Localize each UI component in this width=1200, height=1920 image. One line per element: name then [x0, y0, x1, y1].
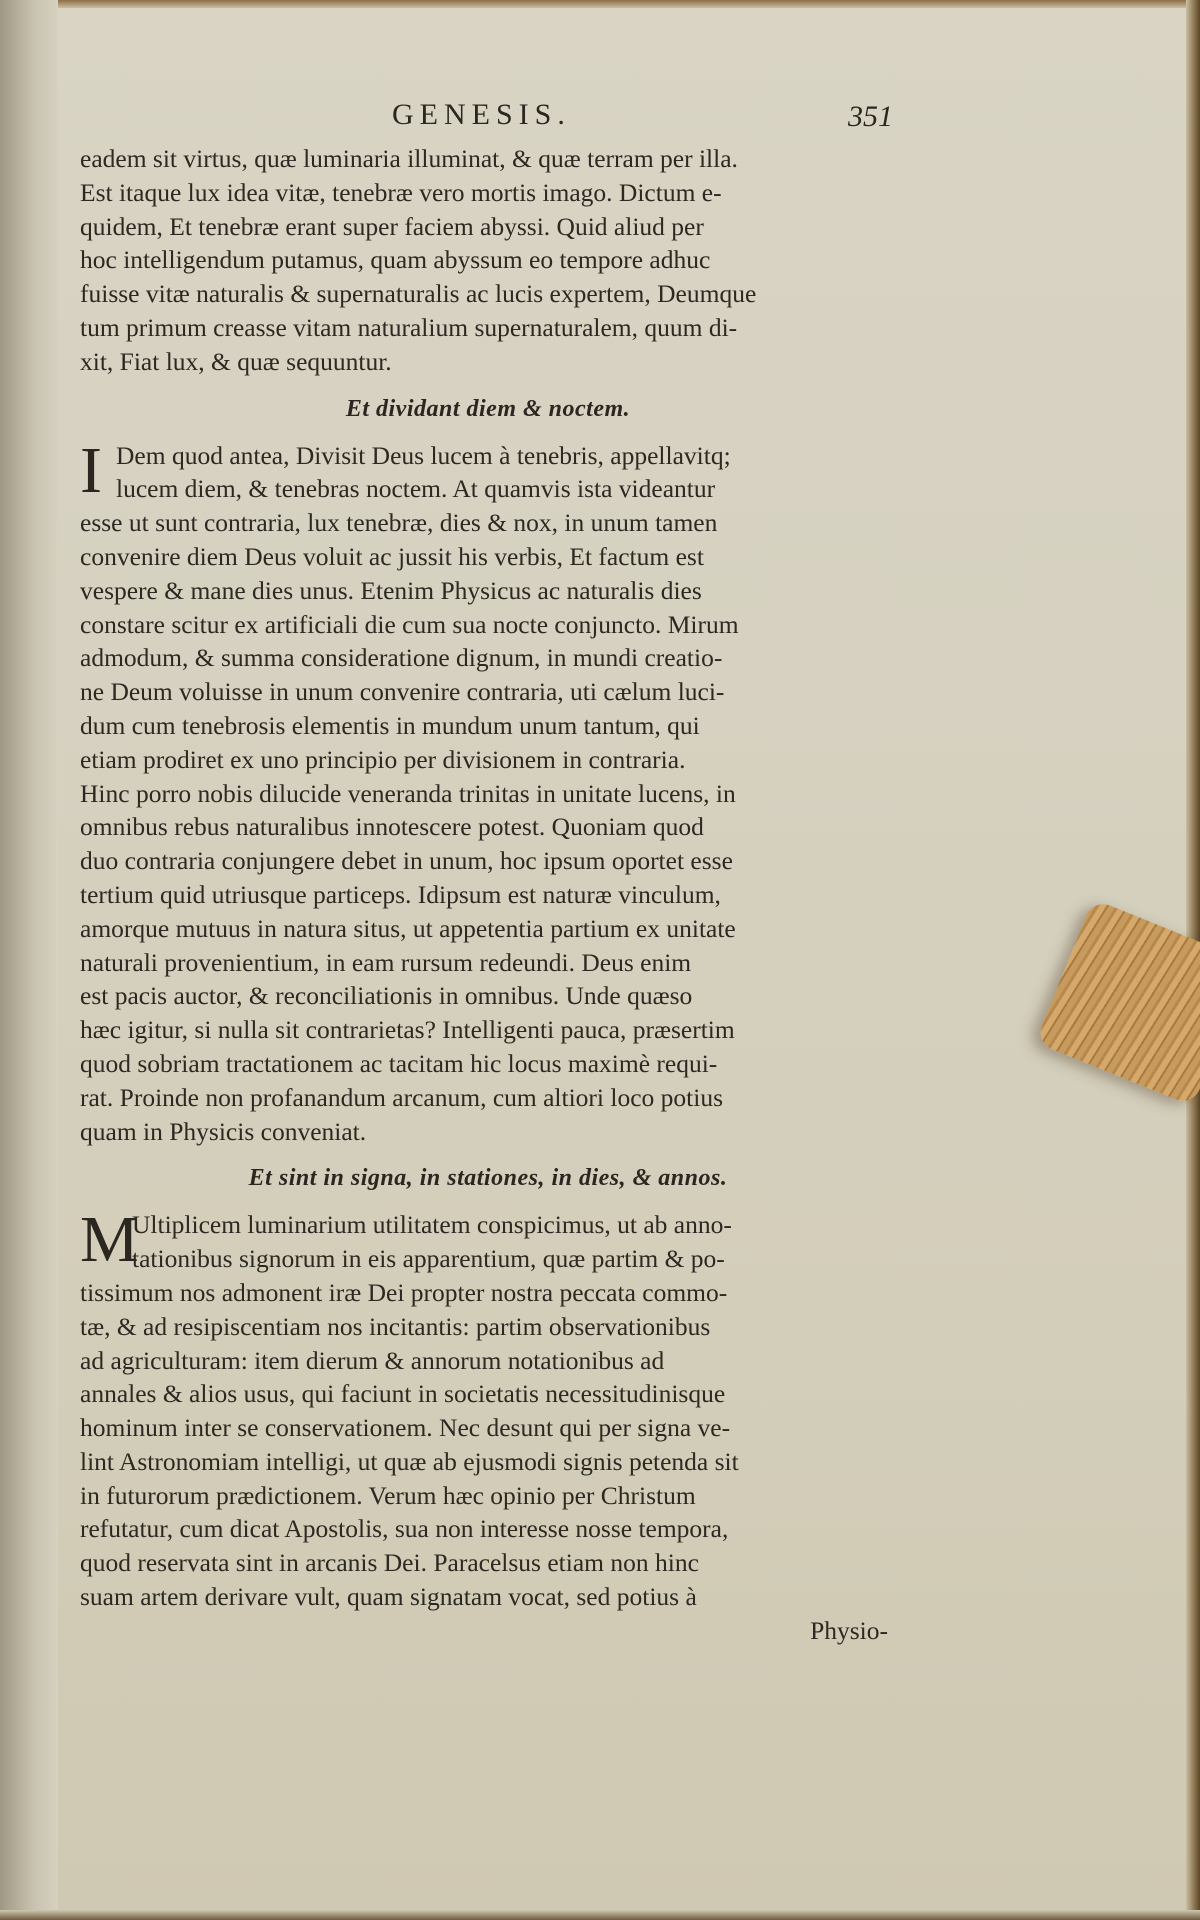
text-line: tissimum nos admonent iræ Dei propter nostra peccata commo- [80, 1277, 728, 1307]
text-line: quod sobriam tractationem ac tacitam hic locus maximè requi- [80, 1048, 718, 1078]
text-line: omnibus rebus naturalibus innotescere potest. Quoniam quod [80, 812, 704, 842]
text-line: tum primum creasse vitam naturalium supernaturalem, quum di- [80, 312, 738, 342]
text-line: Ultiplicem luminarium utilitatem conspicimus, ut ab anno- [132, 1210, 732, 1240]
text-line: dum cum tenebrosis elementis in mundum unum tantum, qui [80, 710, 700, 740]
text-line: lint Astronomiam intelligi, ut quæ ab ejusmodi signis petenda sit [80, 1446, 739, 1476]
text-line: eadem sit virtus, quæ luminaria illuminat, & quæ terram per illa. [80, 144, 738, 173]
drop-cap-i: I [80, 433, 102, 507]
text-line: hoc intelligendum putamus, quam abyssum eo tempore adhuc [80, 245, 711, 275]
wooden-page-holder [1035, 899, 1200, 1106]
facing-page-fragment [2, 537, 48, 543]
page-header [0, 98, 1200, 138]
section-heading-2: Et sint in signa, in stationes, in dies, & annos. [248, 1165, 728, 1192]
facing-page-fragment [2, 617, 48, 623]
gutter-shadow [0, 0, 58, 1920]
facing-page-fragment [2, 937, 48, 943]
text-line: ne Deum voluisse in unum convenire contraria, uti cælum luci- [80, 677, 725, 707]
facing-page-fragment [2, 697, 48, 703]
text-line: rat. Proinde non profanandum arcanum, cum altiori loco potius [80, 1082, 724, 1112]
text-line: annales & alios usus, qui faciunt in societatis necessitudinisque [80, 1379, 726, 1409]
text-line: est pacis auctor, & reconciliationis in omnibus. Unde quæso [80, 981, 693, 1011]
text-line: Dem quod antea, Divisit Deus lucem à tenebris, appellavitq; [116, 440, 731, 470]
text-line: tationibus signorum in eis apparentium, quæ partim & po- [132, 1244, 725, 1274]
text-line: lucem diem, & tenebras noctem. At quamvis ista videantur [116, 474, 716, 504]
facing-page-fragment [2, 1177, 48, 1183]
facing-page-fragment [2, 1257, 48, 1263]
text-line: hæc igitur, si nulla sit contrarietas? Intelligenti pauca, præsertim [80, 1015, 735, 1045]
text-line: tertium quid utriusque particeps. Idipsum est naturæ vinculum, [80, 879, 721, 909]
drop-cap-m: M [80, 1203, 139, 1277]
body-text [80, 142, 896, 1648]
text-line: Est itaque lux idea vitæ, tenebræ vero mortis imago. Dictum e- [80, 177, 722, 207]
facing-page-fragment [2, 297, 48, 303]
text-line: quam in Physicis conveniat. [80, 1116, 367, 1146]
facing-page-fragment [2, 777, 48, 783]
text-line: etiam prodiret ex uno principio per divisionem in contraria. [80, 744, 686, 774]
text-line: esse ut sunt contraria, lux tenebræ, dies & nox, in unum tamen [80, 508, 718, 538]
paragraph-2-lines [80, 433, 896, 1149]
text-line: tæ, & ad resipiscentiam nos incitantis: partim observationibus [80, 1311, 711, 1341]
paragraph-2 [80, 433, 896, 1149]
facing-page-fragment [2, 1097, 48, 1103]
running-head: GENESIS. [392, 98, 571, 131]
text-line: quod reservata sint in arcanis Dei. Paracelsus etiam non hinc [80, 1548, 699, 1578]
text-line: vespere & mane dies unus. Etenim Physicus ac naturalis dies [80, 575, 702, 605]
text-line: in futurorum prædictionem. Verum hæc opinio per Christum [80, 1480, 696, 1510]
text-line: admodum, & summa consideratione dignum, in mundi creatio- [80, 643, 723, 673]
paragraph-3 [80, 1203, 896, 1614]
text-line: hominum inter se conservationem. Nec desunt qui per signa ve- [80, 1413, 731, 1443]
text-line: constare scitur ex artificiali die cum sua nocte conjuncto. Mirum [80, 609, 739, 639]
facing-page-fragment [2, 377, 48, 383]
page-bottom-edge [0, 1910, 1200, 1920]
text-line: suam artem derivare vult, quam signatam vocat, sed potius à [80, 1582, 697, 1612]
paragraph-3-lines [80, 1203, 896, 1614]
text-line: quidem, Et tenebræ erant super faciem abyssi. Quid aliud per [80, 211, 704, 241]
text-line: xit, Fiat lux, & quæ sequuntur. [80, 346, 392, 376]
text-line: duo contraria conjungere debet in unum, hoc ipsum oportet esse [80, 846, 733, 876]
catchword: Physio- [810, 1615, 888, 1645]
section-heading-1: Et dividant diem & noctem. [345, 395, 631, 422]
facing-page-fragment [2, 217, 48, 223]
text-line: amorque mutuus in natura situs, ut appetentia partium ex unitate [80, 913, 736, 943]
page-top-edge [40, 0, 1200, 8]
paragraph-1 [80, 142, 896, 379]
facing-page-fragment [2, 857, 48, 863]
page-number: 351 [848, 100, 893, 133]
facing-page-fragment [2, 457, 48, 463]
text-line: naturali provenientium, in eam rursum redeundi. Deus enim [80, 947, 692, 977]
text-line: ad agriculturam: item dierum & annorum notationibus ad [80, 1345, 665, 1375]
text-line: convenire diem Deus voluit ac jussit his verbis, Et factum est [80, 541, 704, 571]
text-line: Hinc porro nobis dilucide veneranda trinitas in unitate lucens, in [80, 778, 736, 808]
text-line: refutatur, cum dicat Apostolis, sua non interesse nosse tempora, [80, 1514, 729, 1544]
text-line: fuisse vitæ naturalis & supernaturalis ac lucis expertem, Deumque [80, 279, 757, 309]
facing-page-fragment [2, 1017, 48, 1023]
